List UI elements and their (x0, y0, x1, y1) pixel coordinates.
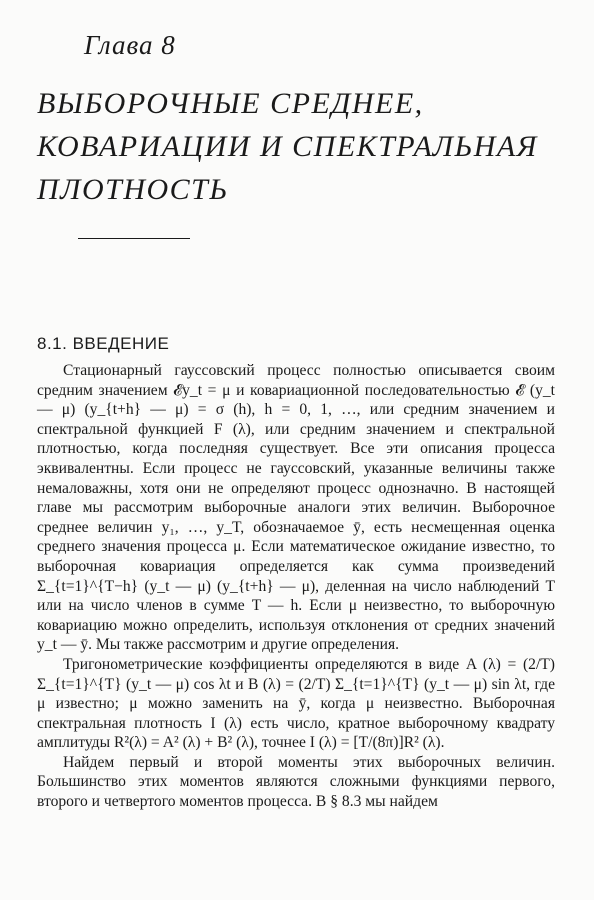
paragraph: Стационарный гауссовский процесс полностью описывается своим средним значением 𝓔y_t = μ и ковариационной последовательностью 𝓔 (y_t — μ) (y_{t+h} — μ) = σ (h), h = 0, 1, …, или средним значением и спектральной функцией F (λ), или средним значением и спектральной плотностью, когда последняя существует. Все эти описания процесса эквивалентны. Если процесс не гауссовский, указанные величины также немаловажны, хотя они не определяют процесс однозначно. В настоящей главе мы рассмотрим выборочные аналоги этих величин. Выборочное среднее величин y₁, …, y_T, обозначаемое ȳ, есть несмещенная оценка среднего значения процесса μ. Если математическое ожидание известно, то выборочная ковариация определяется как сумма произведений Σ_{t=1}^{T−h} (y_t — μ) (y_{t+h} — μ), деленная на число наблюдений T или на число членов в сумме T — h. Если μ неизвестно, то выборочную ковариацию можно определить, используя отклонения от средних значений y_t — ȳ. Мы также рассмотрим и другие определения. (37, 362, 555, 654)
chapter-title-line: ВЫБОРОЧНЫЕ СРЕДНЕЕ, (37, 87, 424, 120)
body-text (37, 361, 555, 812)
chapter-title-line: КОВАРИАЦИИ И СПЕКТРАЛЬНАЯ (37, 130, 538, 163)
chapter-label: Глава 8 (84, 30, 176, 60)
chapter-title (37, 82, 538, 211)
section-heading: 8.1. ВВЕДЕНИЕ (37, 334, 170, 353)
paragraph: Найдем первый и второй моменты этих выборочных величин. Большинство этих моментов являются сложными функциями первого, второго и четвертого моментов процесса. В § 8.3 мы найдем (37, 753, 555, 811)
paragraph: Тригонометрические коэффициенты определяются в виде A (λ) = (2/T) Σ_{t=1}^{T} (y_t — μ) cos λt и B (λ) = (2/T) Σ_{t=1}^{T} (y_t — μ) sin λt, где μ известно; μ можно заменить на ȳ, когда μ неизвестно. Выборочная спектральная плотность I (λ) есть число, кратное выборочному квадрату амплитуды R²(λ) = A² (λ) + B² (λ), точнее I (λ) = [T/(8π)]R² (λ). (37, 655, 555, 752)
chapter-title-line: ПЛОТНОСТЬ (37, 173, 229, 206)
title-divider (78, 238, 190, 239)
